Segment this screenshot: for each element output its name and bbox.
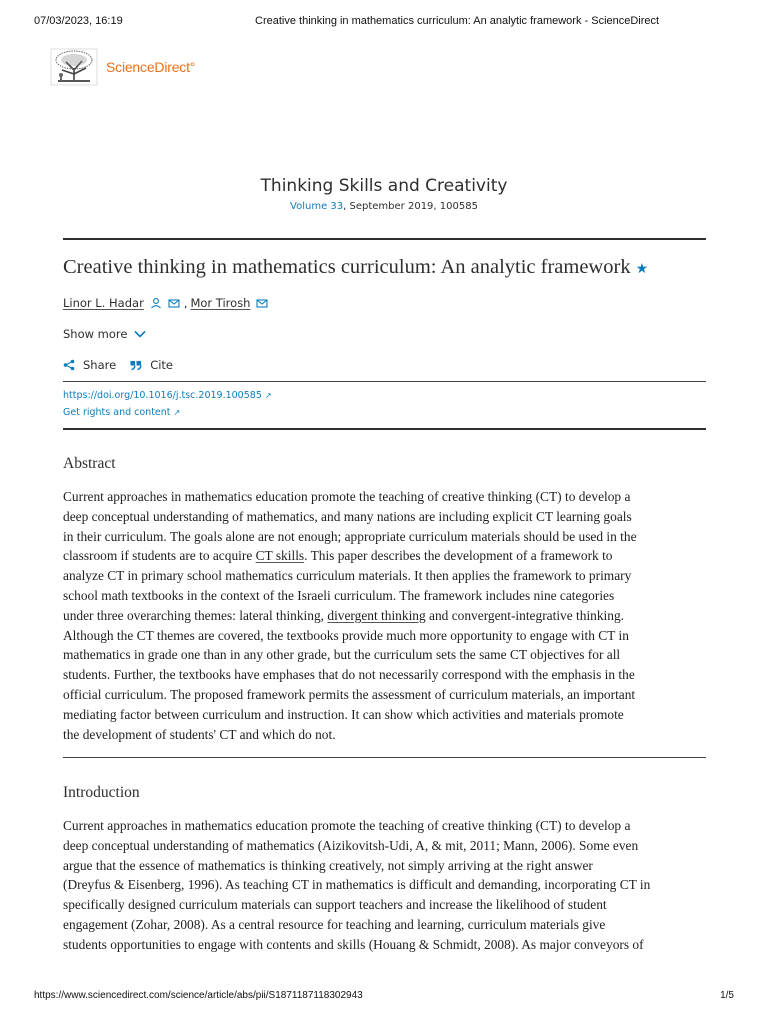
text-line [63,606,713,626]
text-segment: the development of students' CT and which do not. [63,726,336,742]
divider [63,238,706,240]
print-footer [34,990,734,1004]
text-segment: mediating factor between curriculum and instruction. It can show which activities and materials promote [63,706,624,722]
text-segment: engagement (Zohar, 2008). As a central resource for teaching and learning, curriculum materials give [63,916,606,932]
doi-text: https://doi.org/10.1016/j.tsc.2019.100585 [63,390,262,401]
text-line [63,895,713,915]
elsevier-tree-icon [50,48,98,86]
text-line [63,566,713,586]
journal-info [0,176,768,212]
text-segment: under three overarching themes: lateral thinking, [63,607,328,623]
text-line [63,856,713,876]
text-line [63,816,713,836]
text-line [63,705,713,725]
author-link[interactable]: Linor L. Hadar [63,296,144,310]
print-date: 07/03/2023, 16:19 [34,15,123,27]
star-icon[interactable]: ★ [635,262,649,277]
mail-icon[interactable] [256,297,268,309]
text-line [63,546,713,566]
author-separator: , [183,296,188,310]
text-segment: analyze CT in primary school mathematics curriculum materials. It then applies the framework to primary [63,568,632,584]
share-button[interactable] [63,358,116,372]
introduction-heading: Introduction [63,784,140,801]
introduction-body [63,816,713,955]
text-segment: . This paper describes the development of a framework to [304,548,613,564]
topic-link[interactable]: divergent thinking [327,607,426,623]
divider [63,757,706,758]
chevron-down-icon [134,330,146,338]
issue-details: , September 2019, 100585 [343,201,478,212]
text-segment: and convergent-integrative thinking. [425,607,625,623]
text-segment: mathematics in grade one than in any other grade, but the curriculum sets the same CT objectives for all [63,647,621,663]
text-line [63,586,713,606]
text-segment: specifically designed curriculum materials can support teachers and increase the likelihood of student [63,897,607,913]
text-segment: official curriculum. The proposed framework permits the assessment of curriculum materials, an important [63,686,636,702]
topic-link[interactable]: CT skills [255,548,305,564]
cite-button[interactable] [130,358,173,372]
text-line [63,487,713,507]
author-list [63,296,268,310]
text-line [63,836,713,856]
abstract-body [63,487,713,744]
sciencedirect-logo[interactable] [50,47,195,87]
external-link-icon: ↗ [264,391,272,400]
mail-icon[interactable] [168,297,180,309]
quote-icon [130,359,142,371]
cite-label: Cite [150,358,173,372]
share-icon [63,359,75,371]
journal-name[interactable]: Thinking Skills and Creativity [260,176,508,196]
issue-info [0,201,768,212]
external-link-icon: ↗ [173,408,181,417]
article-title [63,256,648,279]
author-link[interactable]: Mor Tirosh [190,296,251,310]
text-segment: deep conceptual understanding of mathematics, and many nations are including explicit CT learning goals [63,508,632,524]
text-segment: in their curriculum. The goals alone are not enough; appropriate curriculum materials should be used in the [63,528,637,544]
text-segment: Although the CT themes are covered, the textbooks provide much more opportunity to engage with CT in [63,627,629,643]
text-line [63,915,713,935]
text-segment: Current approaches in mathematics education promote the teaching of creative thinking (CT) to develop a [63,818,631,833]
text-segment: classroom if students are to acquire [63,548,256,564]
text-line [63,626,713,646]
text-line [63,725,713,745]
text-line [63,527,713,547]
brand-name: ScienceDirect° [106,59,196,75]
print-url: https://www.sciencedirect.com/science/article/abs/pii/S1871187118302943 [34,990,363,1001]
rights-link[interactable] [63,407,180,418]
abstract-heading: Abstract [63,455,116,472]
text-segment: Current approaches in mathematics education promote the teaching of creative thinking (CT) to develop a [63,489,631,504]
text-line [63,645,713,665]
divider [63,381,706,382]
text-segment: students. Further, the textbooks have emphases that do not necessarily correspond with the emphasis in the [63,667,635,683]
text-line [63,685,713,705]
article-actions [63,358,187,372]
page-counter: 1/5 [720,990,734,1001]
doi-link[interactable] [63,390,272,401]
text-segment: (Dreyfus & Eisenberg, 1996). As teaching CT in mathematics is difficult and demanding, incorporating CT in [63,877,651,893]
text-line [63,875,713,895]
show-more-label: Show more [63,327,128,341]
article-title-text: Creative thinking in mathematics curriculum: An analytic framework [63,256,631,278]
text-segment: argue that the essence of mathematics is thinking creatively, not simply arriving at the right answer [63,857,593,873]
rights-text: Get rights and content [63,407,171,418]
text-line [63,507,713,527]
text-segment: school math textbooks in the context of the Israeli curriculum. The framework includes nine categories [63,587,615,603]
print-header [34,15,734,31]
divider [63,428,706,430]
share-label: Share [83,358,117,372]
volume-link[interactable]: Volume 33 [290,201,344,212]
show-more-button[interactable] [63,327,146,341]
text-line [63,935,713,955]
text-segment: deep conceptual understanding of mathematics (Aizikovitsh-Udi, A, & mit, 2011; Mann, 2006). Some even [63,837,639,853]
print-page-title: Creative thinking in mathematics curriculum: An analytic framework - ScienceDirect [255,15,660,27]
person-icon[interactable] [150,297,162,309]
text-line [63,665,713,685]
text-segment: students opportunities to engage with contents and skills (Houang & Schmidt, 2008). As major conveyors of [63,936,644,952]
